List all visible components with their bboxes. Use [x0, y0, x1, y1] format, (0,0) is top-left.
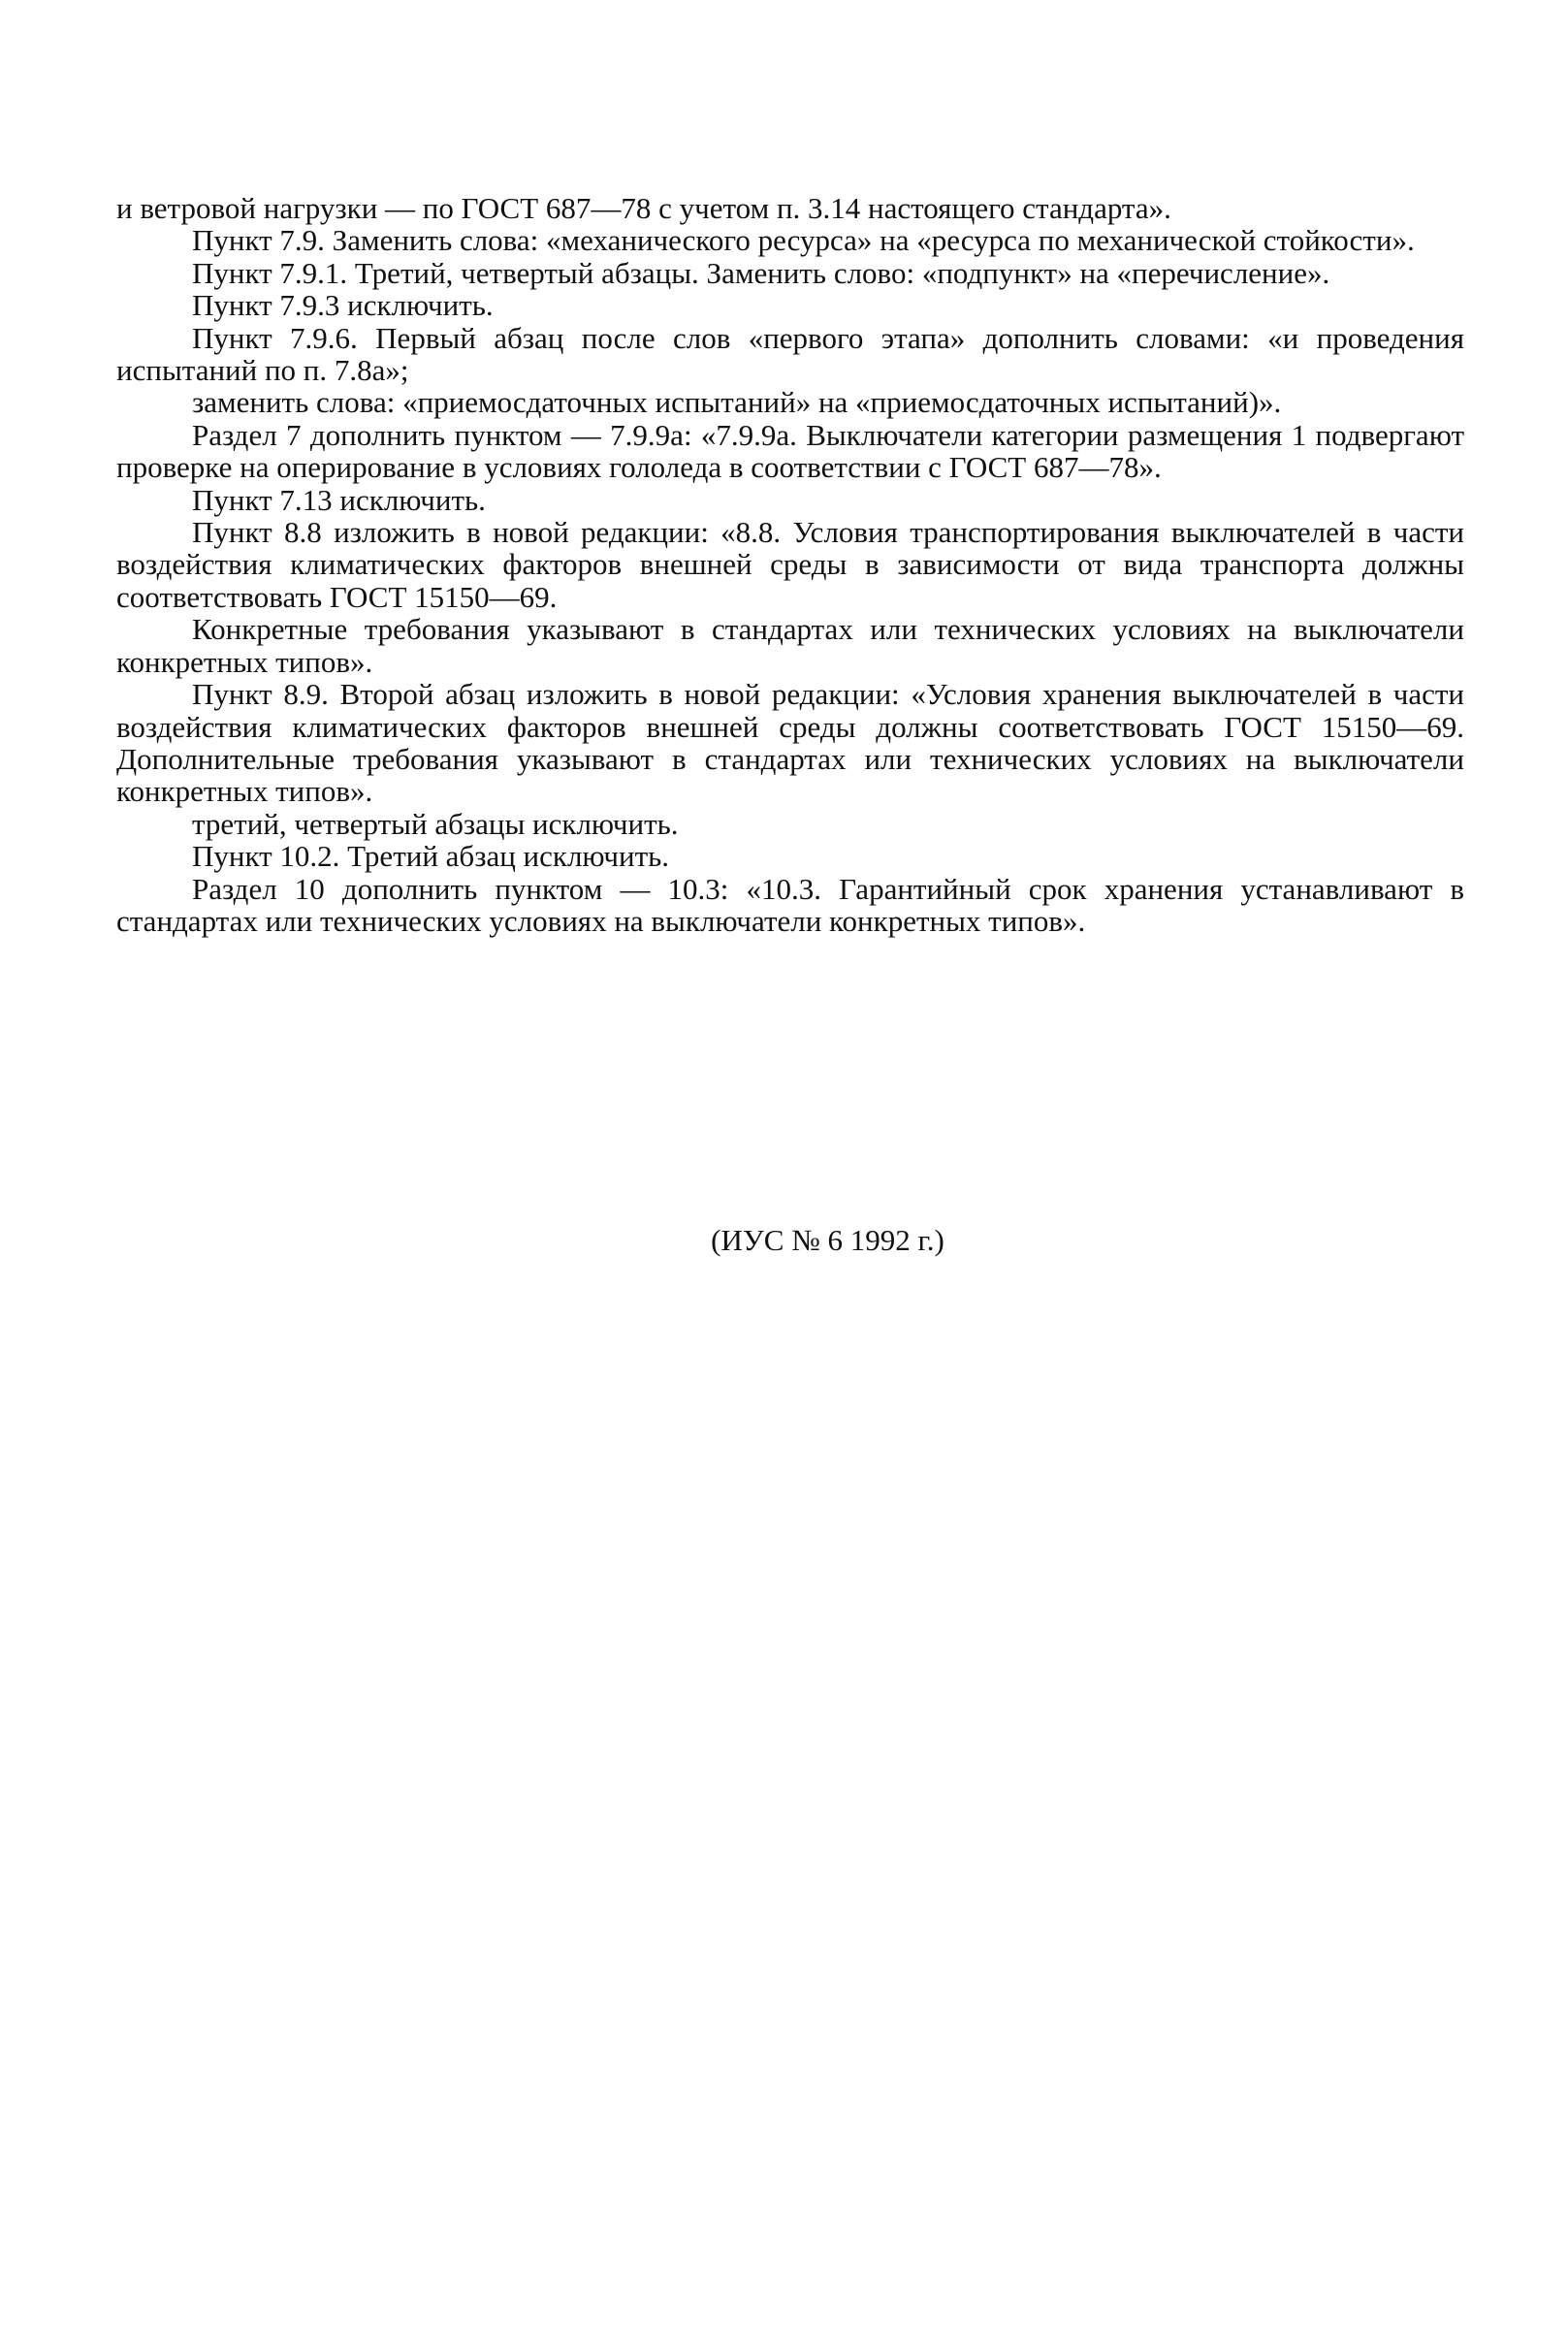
paragraph: заменить слова: «приемосдаточных испытаний» на «приемосдаточных испытаний)».	[192, 385, 1282, 420]
paragraph: Пункт 8.8 изложить в новой редакции: «8.8. Условия транспортирования выключателей в части воздействия климатических факторов внешней среды в зависимости от вида транспорта должны соответствовать ГОСТ 15150—69.	[116, 515, 1464, 614]
source-reference	[0, 1224, 1568, 1257]
document-body	[116, 192, 1464, 937]
paragraph: Раздел 7 дополнить пунктом — 7.9.9а: «7.9.9а. Выключатели категории размещения 1 подвергают проверке на оперирование в условиях гололеда в соответствии с ГОСТ 687—78».	[116, 417, 1464, 485]
paragraph: Пункт 7.9.1. Третий, четвертый абзацы. Заменить слово: «подпункт» на «перечисление».	[192, 255, 1330, 290]
paragraph: Пункт 7.13 исключить.	[192, 482, 486, 517]
paragraph: и ветровой нагрузки — по ГОСТ 687—78 с учетом п. 3.14 настоящего стандарта».	[116, 191, 1171, 225]
paragraph: Пункт 7.9.6. Первый абзац после слов «первого этапа» дополнить словами: «и проведения испытаний по п. 7.8а»;	[116, 320, 1464, 388]
paragraph: третий, четвертый абзацы исключить.	[192, 806, 679, 841]
paragraph: Пункт 10.2. Третий абзац исключить.	[192, 839, 670, 874]
paragraph: Пункт 7.9. Заменить слова: «механического ресурса» на «ресурса по механической стойкости».	[192, 223, 1415, 258]
paragraph: Пункт 7.9.3 исключить.	[192, 288, 494, 323]
paragraph: Конкретные требования указывают в стандартах или технических условиях на выключатели конкретных типов».	[116, 612, 1464, 679]
paragraph: Пункт 8.9. Второй абзац изложить в новой редакции: «Условия хранения выключателей в части воздействия климатических факторов внешней среды должны соответствовать ГОСТ 15150—69. Дополнительные требования указывают в стандартах или технических условиях на выключатели конкретных типов».	[116, 677, 1464, 809]
paragraph: Раздел 10 дополнить пунктом — 10.3: «10.3. Гарантийный срок хранения устанавливают в стандартах или технических условиях на выключатели конкретных типов».	[116, 871, 1464, 938]
source-reference-text: (ИУС № 6 1992 г.)	[711, 1223, 944, 1257]
